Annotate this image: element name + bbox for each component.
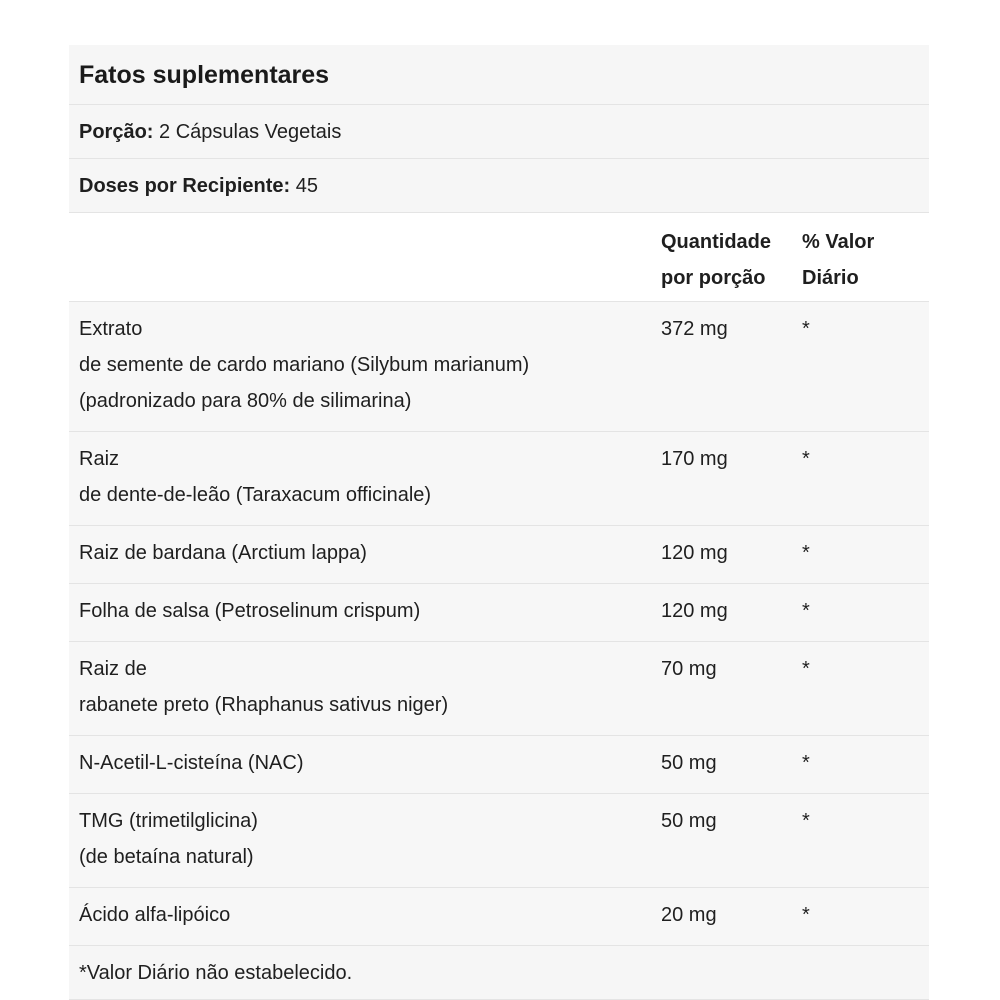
ingredient-amount: 50 mg <box>661 810 717 832</box>
ingredient-name-line: (de betaína natural) <box>79 846 254 868</box>
ingredient-name <box>69 535 661 571</box>
ingredient-daily-value: * <box>802 448 810 470</box>
ingredient-name <box>69 651 661 723</box>
ingredient-name <box>69 803 661 875</box>
ingredient-name-line: Raiz de bardana (Arctium lappa) <box>79 542 367 564</box>
ingredient-name-line: Folha de salsa (Petroselinum crispum) <box>79 600 421 622</box>
header-amount-line1: Quantidade <box>661 231 772 253</box>
ingredient-name-line: Raiz de <box>79 658 147 680</box>
header-name-cell <box>69 224 661 289</box>
ingredient-name-line: (padronizado para 80% de silimarina) <box>79 390 412 412</box>
ingredient-name-line: Ácido alfa-lipóico <box>79 904 231 926</box>
ingredient-amount: 120 mg <box>661 600 728 622</box>
header-dv-line2: Diário <box>802 267 859 289</box>
table-row <box>69 302 929 432</box>
table-row <box>69 736 929 794</box>
ingredient-daily-value: * <box>802 318 810 340</box>
table-header-row <box>69 213 929 302</box>
ingredient-name-line: Extrato <box>79 318 143 340</box>
header-dv-line1: % Valor <box>802 231 875 253</box>
serving-size-value: 2 Cápsulas Vegetais <box>159 121 342 143</box>
table-row <box>69 526 929 584</box>
header-amount-line2: por porção <box>661 267 766 289</box>
ingredient-amount: 372 mg <box>661 318 728 340</box>
ingredient-list <box>69 302 929 946</box>
serving-size-label: Porção: <box>79 121 154 143</box>
table-row <box>69 642 929 736</box>
ingredient-name <box>69 311 661 419</box>
ingredient-daily-value: * <box>802 658 810 680</box>
supplement-facts-panel <box>69 45 929 1000</box>
table-row <box>69 888 929 946</box>
ingredient-name-line: de semente de cardo mariano (Silybum marianum) <box>79 354 530 376</box>
ingredient-daily-value: * <box>802 752 810 774</box>
ingredient-name-line: Raiz <box>79 448 120 470</box>
ingredient-name <box>69 593 661 629</box>
ingredient-amount: 20 mg <box>661 904 717 926</box>
footnote: *Valor Diário não estabelecido. <box>69 946 929 1000</box>
header-amount-cell <box>661 224 802 289</box>
panel-title: Fatos suplementares <box>69 45 929 105</box>
ingredient-amount: 120 mg <box>661 542 728 564</box>
ingredient-daily-value: * <box>802 904 810 926</box>
ingredient-daily-value: * <box>802 600 810 622</box>
ingredient-name-line: N-Acetil-L-cisteína (NAC) <box>79 752 304 774</box>
servings-per-container-label: Doses por Recipiente: <box>79 175 291 197</box>
ingredient-name-line: TMG (trimetilglicina) <box>79 810 258 832</box>
ingredient-daily-value: * <box>802 810 810 832</box>
ingredient-name <box>69 897 661 933</box>
servings-per-container-row <box>69 159 929 213</box>
ingredient-name-line: de dente-de-leão (Taraxacum officinale) <box>79 484 432 506</box>
header-dv-cell <box>802 224 929 289</box>
ingredient-amount: 70 mg <box>661 658 717 680</box>
table-row <box>69 432 929 526</box>
ingredient-name <box>69 745 661 781</box>
table-row <box>69 794 929 888</box>
ingredient-amount: 170 mg <box>661 448 728 470</box>
table-row <box>69 584 929 642</box>
ingredient-amount: 50 mg <box>661 752 717 774</box>
ingredient-name <box>69 441 661 513</box>
ingredient-daily-value: * <box>802 542 810 564</box>
servings-per-container-value: 45 <box>295 175 318 197</box>
ingredient-name-line: rabanete preto (Rhaphanus sativus niger) <box>79 694 449 716</box>
serving-size-row <box>69 105 929 159</box>
